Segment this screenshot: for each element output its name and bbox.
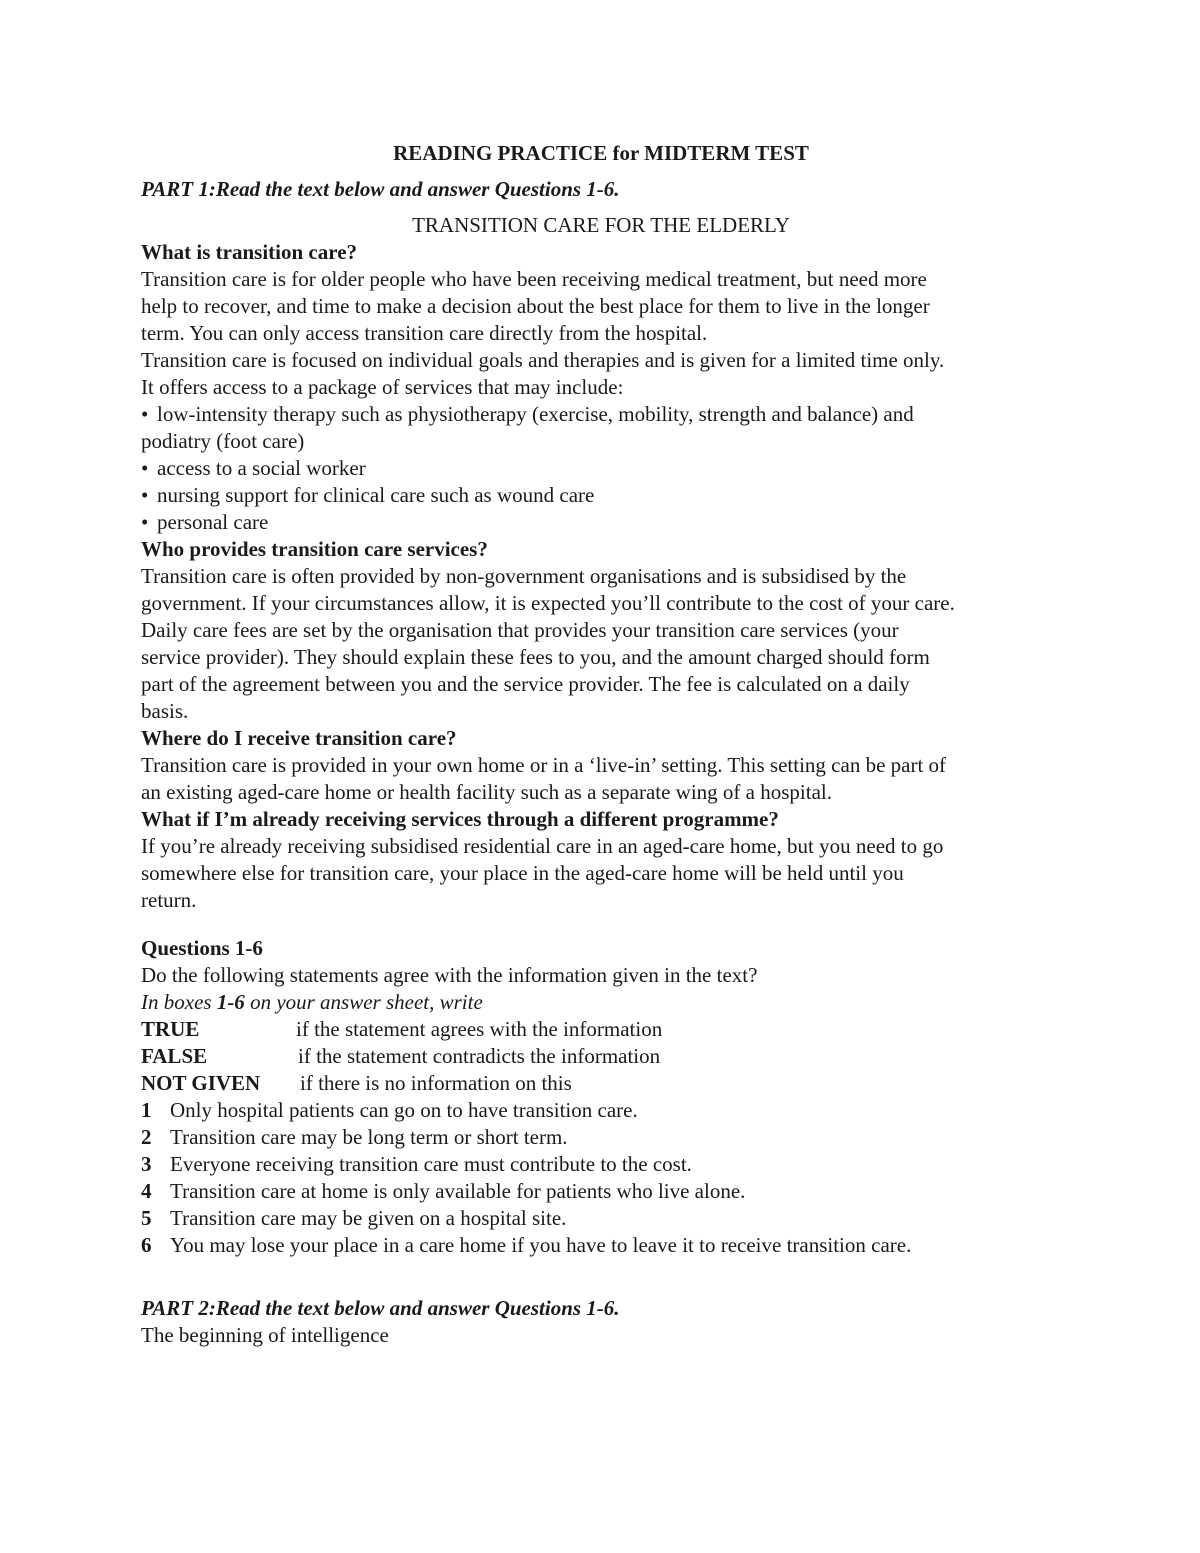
paragraph-line: government. If your circumstances allow, it is expected you’ll contribute to the cost of your care.	[141, 591, 955, 615]
section-heading: Who provides transition care services?	[141, 537, 488, 561]
question-number: 5	[141, 1206, 152, 1230]
question-text: Transition care may be given on a hospital site.	[170, 1206, 567, 1230]
bullet-text: low-intensity therapy such as physiotherapy (exercise, mobility, strength and balance) and	[157, 402, 914, 426]
boxes-range: 1-6	[216, 990, 245, 1014]
part1-article-title: TRANSITION CARE FOR THE ELDERLY	[412, 213, 790, 237]
part2-article-title: The beginning of intelligence	[141, 1323, 389, 1347]
paragraph-line: It offers access to a package of services that may include:	[141, 375, 624, 399]
section-heading: Where do I receive transition care?	[141, 726, 457, 750]
document-page	[141, 140, 1061, 1349]
bullet-icon: •	[141, 456, 149, 480]
question-number: 1	[141, 1098, 152, 1122]
question-number: 6	[141, 1233, 152, 1257]
bullet-continuation: podiatry (foot care)	[141, 429, 305, 453]
bullet-text: nursing support for clinical care such as wound care	[157, 483, 595, 507]
question-number: 2	[141, 1125, 152, 1149]
paragraph-line: Daily care fees are set by the organisation that provides your transition care services (your	[141, 618, 899, 642]
paragraph-line: service provider). They should explain these fees to you, and the amount charged should form	[141, 645, 930, 669]
answer-option	[141, 1043, 1061, 1070]
answer-option	[141, 1070, 1061, 1097]
question-number: 4	[141, 1179, 152, 1203]
bullet-text: access to a social worker	[157, 456, 366, 480]
question-text: You may lose your place in a care home if you have to leave it to receive transition care.	[170, 1233, 912, 1257]
section-heading: What if I’m already receiving services through a different programme?	[141, 807, 779, 831]
bullet-icon: •	[141, 483, 149, 507]
section-heading: What is transition care?	[141, 240, 358, 264]
paragraph-line: basis.	[141, 699, 189, 723]
document-title: READING PRACTICE for MIDTERM TEST	[393, 141, 809, 165]
question-item	[141, 1097, 1061, 1124]
bullet-item	[141, 482, 1061, 509]
boxes-prefix: In boxes	[141, 990, 217, 1014]
question-text: Everyone receiving transition care must contribute to the cost.	[170, 1152, 692, 1176]
question-item	[141, 1232, 1061, 1259]
bullet-item	[141, 401, 1061, 428]
option-key: TRUE	[141, 1017, 200, 1041]
paragraph-line: help to recover, and time to make a decision about the best place for them to live in the longer	[141, 294, 930, 318]
part2-instruction: PART 2:Read the text below and answer Questions 1-6.	[141, 1296, 620, 1320]
questions-heading: Questions 1-6	[141, 936, 263, 960]
bullet-text: personal care	[157, 510, 269, 534]
paragraph-line: an existing aged-care home or health facility such as a separate wing of a hospital.	[141, 780, 832, 804]
paragraph-line: part of the agreement between you and the service provider. The fee is calculated on a daily	[141, 672, 910, 696]
paragraph-line: Transition care is provided in your own home or in a ‘live-in’ setting. This setting can be part of	[141, 753, 947, 777]
questions-prompt: Do the following statements agree with the information given in the text?	[141, 963, 758, 987]
question-number: 3	[141, 1152, 152, 1176]
paragraph-line: term. You can only access transition care directly from the hospital.	[141, 321, 708, 345]
question-text: Transition care at home is only available for patients who live alone.	[170, 1179, 746, 1203]
option-key: FALSE	[141, 1044, 208, 1068]
option-key: NOT GIVEN	[141, 1071, 261, 1095]
paragraph-line: Transition care is often provided by non-government organisations and is subsidised by the	[141, 564, 907, 588]
paragraph-line: Transition care is focused on individual goals and therapies and is given for a limited time only.	[141, 348, 945, 372]
bullet-icon: •	[141, 510, 149, 534]
bullet-icon: •	[141, 402, 149, 426]
bullet-item	[141, 509, 1061, 536]
paragraph-line: somewhere else for transition care, your place in the aged-care home will be held until you	[141, 861, 904, 885]
question-item	[141, 1178, 1061, 1205]
part1-instruction: PART 1:Read the text below and answer Questions 1-6.	[141, 177, 620, 201]
question-item	[141, 1205, 1061, 1232]
bullet-item	[141, 455, 1061, 482]
option-text: if there is no information on this	[300, 1071, 572, 1095]
answer-sheet-instruction	[141, 989, 1061, 1016]
paragraph-line: If you’re already receiving subsidised residential care in an aged-care home, but you need to go	[141, 834, 944, 858]
boxes-suffix: on your answer sheet, write	[244, 990, 483, 1014]
question-item	[141, 1124, 1061, 1151]
option-text: if the statement agrees with the information	[296, 1017, 663, 1041]
question-text: Transition care may be long term or short term.	[170, 1125, 568, 1149]
answer-option	[141, 1016, 1061, 1043]
paragraph-line: Transition care is for older people who have been receiving medical treatment, but need more	[141, 267, 927, 291]
question-item	[141, 1151, 1061, 1178]
option-text: if the statement contradicts the information	[298, 1044, 661, 1068]
paragraph-line: return.	[141, 888, 197, 912]
question-text: Only hospital patients can go on to have transition care.	[170, 1098, 638, 1122]
